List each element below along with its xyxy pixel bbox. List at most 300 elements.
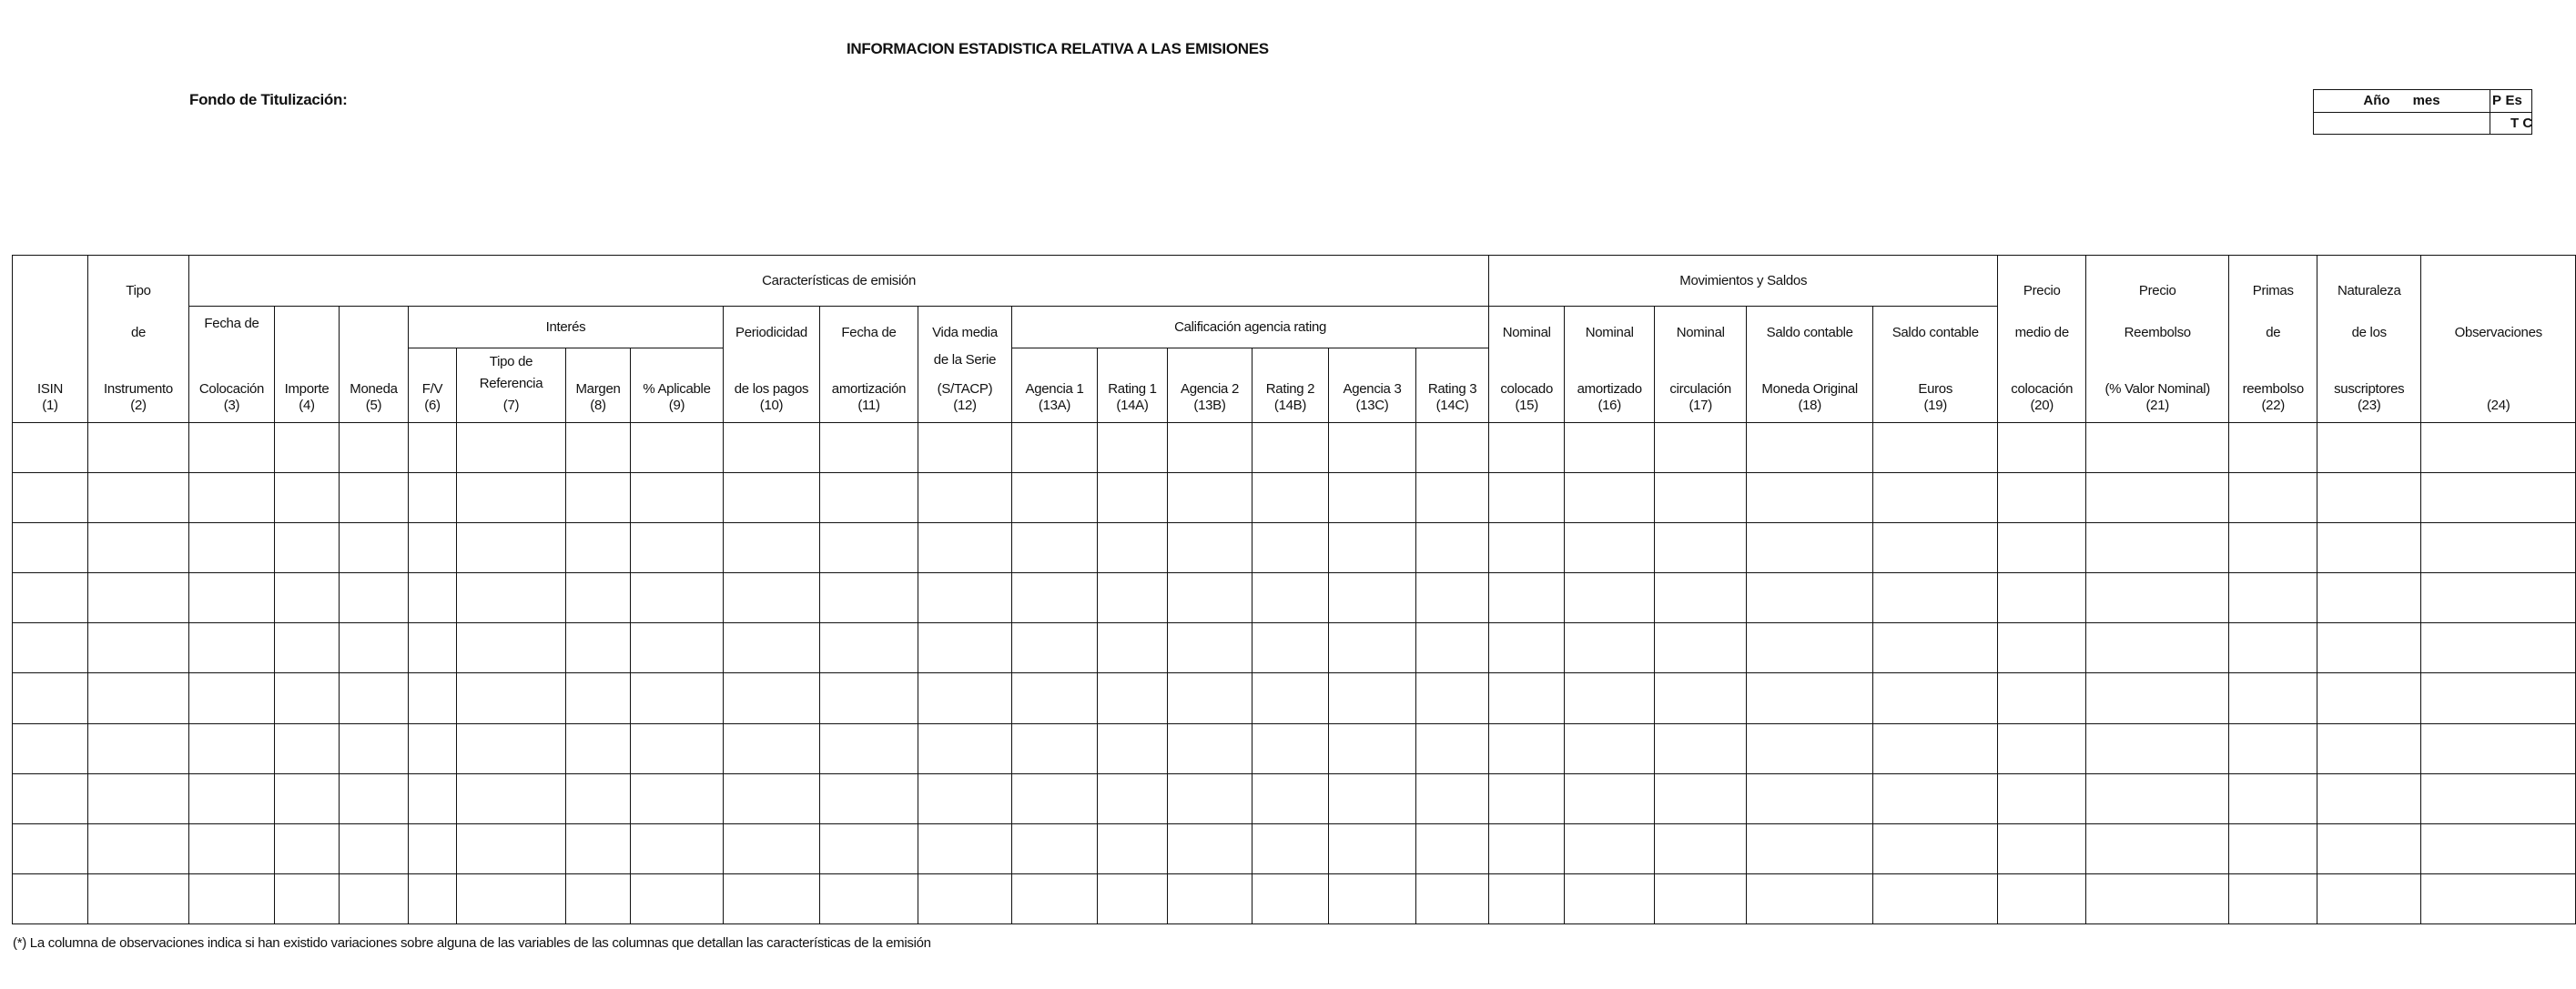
table-cell[interactable] bbox=[1012, 873, 1098, 923]
table-cell[interactable] bbox=[2421, 773, 2576, 823]
table-cell[interactable] bbox=[189, 873, 275, 923]
table-cell[interactable] bbox=[1012, 673, 1098, 723]
table-cell[interactable] bbox=[918, 773, 1012, 823]
table-cell[interactable] bbox=[457, 473, 566, 523]
table-cell[interactable] bbox=[1168, 573, 1253, 623]
table-cell[interactable] bbox=[275, 773, 340, 823]
table-cell[interactable] bbox=[2229, 673, 2317, 723]
table-cell[interactable] bbox=[1998, 423, 2086, 473]
table-cell[interactable] bbox=[820, 823, 918, 873]
table-cell[interactable] bbox=[340, 873, 409, 923]
table-cell[interactable] bbox=[340, 723, 409, 773]
table-cell[interactable] bbox=[189, 823, 275, 873]
table-cell[interactable] bbox=[1489, 773, 1565, 823]
table-cell[interactable] bbox=[566, 523, 631, 573]
table-cell[interactable] bbox=[2086, 823, 2229, 873]
table-cell[interactable] bbox=[918, 673, 1012, 723]
table-cell[interactable] bbox=[275, 473, 340, 523]
table-cell[interactable] bbox=[1873, 873, 1998, 923]
table-cell[interactable] bbox=[1012, 623, 1098, 673]
table-cell[interactable] bbox=[88, 773, 189, 823]
table-cell[interactable] bbox=[631, 723, 724, 773]
table-cell[interactable] bbox=[1168, 623, 1253, 673]
table-cell[interactable] bbox=[13, 623, 88, 673]
table-cell[interactable] bbox=[2086, 423, 2229, 473]
table-cell[interactable] bbox=[1565, 873, 1655, 923]
table-cell[interactable] bbox=[631, 873, 724, 923]
table-cell[interactable] bbox=[409, 873, 457, 923]
table-cell[interactable] bbox=[88, 873, 189, 923]
table-cell[interactable] bbox=[1012, 473, 1098, 523]
table-cell[interactable] bbox=[1873, 773, 1998, 823]
table-cell[interactable] bbox=[13, 723, 88, 773]
table-cell[interactable] bbox=[724, 473, 820, 523]
table-cell[interactable] bbox=[409, 523, 457, 573]
table-cell[interactable] bbox=[1565, 423, 1655, 473]
table-cell[interactable] bbox=[13, 873, 88, 923]
table-cell[interactable] bbox=[918, 873, 1012, 923]
table-cell[interactable] bbox=[2229, 773, 2317, 823]
table-cell[interactable] bbox=[2317, 723, 2421, 773]
table-cell[interactable] bbox=[1998, 623, 2086, 673]
table-cell[interactable] bbox=[1747, 673, 1873, 723]
table-cell[interactable] bbox=[189, 523, 275, 573]
column-header-23-line: Saldo contable bbox=[1891, 325, 1979, 340]
column-number-24: (20) bbox=[2030, 398, 2054, 413]
table-cell[interactable] bbox=[1747, 873, 1873, 923]
table-cell[interactable] bbox=[1098, 473, 1168, 523]
table-cell[interactable] bbox=[13, 823, 88, 873]
table-cell[interactable] bbox=[820, 873, 918, 923]
table-cell[interactable] bbox=[1489, 823, 1565, 873]
table-cell[interactable] bbox=[409, 423, 457, 473]
table-cell[interactable] bbox=[1012, 573, 1098, 623]
table-cell[interactable] bbox=[2229, 723, 2317, 773]
table-cell[interactable] bbox=[1747, 473, 1873, 523]
column-number-9: (9) bbox=[668, 398, 685, 413]
table-cell[interactable] bbox=[566, 423, 631, 473]
table-cell[interactable] bbox=[2317, 773, 2421, 823]
table-cell[interactable] bbox=[457, 673, 566, 723]
table-cell[interactable] bbox=[1168, 873, 1253, 923]
table-cell[interactable] bbox=[1489, 573, 1565, 623]
table-cell[interactable] bbox=[1998, 473, 2086, 523]
table-cell[interactable] bbox=[2421, 423, 2576, 473]
table-cell[interactable] bbox=[1098, 773, 1168, 823]
column-number-5: (5) bbox=[365, 398, 382, 413]
table-cell[interactable] bbox=[457, 723, 566, 773]
table-cell[interactable] bbox=[1098, 523, 1168, 573]
column-header-20-line: Nominal bbox=[1585, 325, 1634, 340]
table-cell[interactable] bbox=[1253, 423, 1329, 473]
table-cell[interactable] bbox=[566, 673, 631, 723]
table-cell[interactable] bbox=[189, 723, 275, 773]
table-cell[interactable] bbox=[2086, 773, 2229, 823]
table-cell[interactable] bbox=[1012, 773, 1098, 823]
table-cell[interactable] bbox=[1329, 473, 1416, 523]
table-cell[interactable] bbox=[820, 473, 918, 523]
table-cell[interactable] bbox=[918, 473, 1012, 523]
table-cell[interactable] bbox=[1489, 623, 1565, 673]
table-cell[interactable] bbox=[340, 623, 409, 673]
table-cell[interactable] bbox=[1253, 573, 1329, 623]
table-cell[interactable] bbox=[409, 473, 457, 523]
table-cell[interactable] bbox=[340, 473, 409, 523]
table-cell[interactable] bbox=[1489, 473, 1565, 523]
table-cell[interactable] bbox=[1098, 673, 1168, 723]
table-cell[interactable] bbox=[88, 573, 189, 623]
table-cell[interactable] bbox=[1098, 623, 1168, 673]
table-cell[interactable] bbox=[275, 723, 340, 773]
table-cell[interactable] bbox=[88, 823, 189, 873]
table-cell[interactable] bbox=[457, 873, 566, 923]
table-cell[interactable] bbox=[1998, 523, 2086, 573]
table-cell[interactable] bbox=[1416, 523, 1489, 573]
table-cell[interactable] bbox=[340, 823, 409, 873]
table-cell[interactable] bbox=[2229, 573, 2317, 623]
table-cell[interactable] bbox=[1873, 523, 1998, 573]
table-cell[interactable] bbox=[1873, 423, 1998, 473]
table-cell[interactable] bbox=[2229, 623, 2317, 673]
table-cell[interactable] bbox=[189, 573, 275, 623]
footnote: (*) La columna de observaciones indica si han existido variaciones sobre alguna de las variables de las columnas que detallan las características de la emisión bbox=[13, 935, 931, 951]
table-cell[interactable] bbox=[918, 723, 1012, 773]
table-cell[interactable] bbox=[13, 773, 88, 823]
table-cell[interactable] bbox=[1253, 723, 1329, 773]
table-cell[interactable] bbox=[189, 423, 275, 473]
table-cell[interactable] bbox=[1253, 523, 1329, 573]
table-cell[interactable] bbox=[1565, 573, 1655, 623]
table-cell[interactable] bbox=[1998, 723, 2086, 773]
table-cell[interactable] bbox=[340, 673, 409, 723]
table-cell[interactable] bbox=[1329, 823, 1416, 873]
table-cell[interactable] bbox=[1253, 823, 1329, 873]
table-cell[interactable] bbox=[724, 623, 820, 673]
table-cell[interactable] bbox=[1655, 573, 1747, 623]
table-cell[interactable] bbox=[724, 573, 820, 623]
table-cell[interactable] bbox=[1416, 623, 1489, 673]
table-cell[interactable] bbox=[409, 573, 457, 623]
table-cell[interactable] bbox=[275, 423, 340, 473]
table-cell[interactable] bbox=[1747, 623, 1873, 673]
table-cell[interactable] bbox=[1098, 423, 1168, 473]
table-cell[interactable] bbox=[340, 523, 409, 573]
table-cell[interactable] bbox=[1329, 723, 1416, 773]
column-header-25-line: (% Valor Nominal) bbox=[2104, 381, 2210, 397]
table-cell[interactable] bbox=[2317, 673, 2421, 723]
table-cell[interactable] bbox=[724, 523, 820, 573]
table-cell[interactable] bbox=[88, 723, 189, 773]
table-cell[interactable] bbox=[2317, 623, 2421, 673]
table-cell[interactable] bbox=[1253, 873, 1329, 923]
table-cell[interactable] bbox=[1098, 873, 1168, 923]
column-number-10: (10) bbox=[759, 398, 784, 413]
table-cell[interactable] bbox=[1168, 673, 1253, 723]
table-cell[interactable] bbox=[1098, 573, 1168, 623]
table-cell[interactable] bbox=[88, 623, 189, 673]
table-cell[interactable] bbox=[1873, 623, 1998, 673]
period-value-cell[interactable] bbox=[2314, 112, 2490, 135]
table-cell[interactable] bbox=[189, 673, 275, 723]
table-cell[interactable] bbox=[724, 823, 820, 873]
table-cell[interactable] bbox=[1873, 673, 1998, 723]
table-cell[interactable] bbox=[918, 523, 1012, 573]
table-cell[interactable] bbox=[409, 823, 457, 873]
table-cell[interactable] bbox=[1565, 673, 1655, 723]
table-cell[interactable] bbox=[631, 773, 724, 823]
table-cell[interactable] bbox=[820, 523, 918, 573]
column-number-27: (23) bbox=[2357, 398, 2381, 413]
table-cell[interactable] bbox=[1998, 573, 2086, 623]
column-header-20 bbox=[1565, 307, 1655, 423]
table-cell[interactable] bbox=[724, 773, 820, 823]
table-cell[interactable] bbox=[409, 673, 457, 723]
column-header-21 bbox=[1655, 307, 1747, 423]
table-cell[interactable] bbox=[2086, 623, 2229, 673]
table-cell[interactable] bbox=[1416, 773, 1489, 823]
table-cell[interactable] bbox=[1329, 873, 1416, 923]
table-cell[interactable] bbox=[2421, 523, 2576, 573]
table-cell[interactable] bbox=[409, 623, 457, 673]
table-cell[interactable] bbox=[1253, 673, 1329, 723]
table-cell[interactable] bbox=[13, 673, 88, 723]
table-cell[interactable] bbox=[1416, 823, 1489, 873]
table-cell[interactable] bbox=[631, 623, 724, 673]
table-cell[interactable] bbox=[2086, 873, 2229, 923]
table-cell[interactable] bbox=[88, 423, 189, 473]
table-cell[interactable] bbox=[1747, 523, 1873, 573]
table-cell[interactable] bbox=[1416, 873, 1489, 923]
table-cell[interactable] bbox=[1329, 423, 1416, 473]
table-cell[interactable] bbox=[724, 423, 820, 473]
table-cell[interactable] bbox=[1565, 723, 1655, 773]
table-cell[interactable] bbox=[1565, 823, 1655, 873]
table-cell[interactable] bbox=[2086, 673, 2229, 723]
table-cell[interactable] bbox=[1098, 723, 1168, 773]
table-cell[interactable] bbox=[1329, 573, 1416, 623]
column-header-16 bbox=[1253, 348, 1329, 423]
table-cell[interactable] bbox=[1416, 723, 1489, 773]
table-cell[interactable] bbox=[340, 773, 409, 823]
table-cell[interactable] bbox=[13, 423, 88, 473]
table-cell[interactable] bbox=[2421, 473, 2576, 523]
table-cell[interactable] bbox=[918, 823, 1012, 873]
table-cell[interactable] bbox=[409, 723, 457, 773]
table-cell[interactable] bbox=[1655, 673, 1747, 723]
column-header-17 bbox=[1329, 348, 1416, 423]
table-cell[interactable] bbox=[409, 773, 457, 823]
table-cell[interactable] bbox=[1655, 423, 1747, 473]
table-cell[interactable] bbox=[189, 773, 275, 823]
table-cell[interactable] bbox=[566, 723, 631, 773]
table-cell[interactable] bbox=[631, 823, 724, 873]
table-cell[interactable] bbox=[631, 673, 724, 723]
table-cell[interactable] bbox=[1168, 523, 1253, 573]
table-cell[interactable] bbox=[189, 473, 275, 523]
table-cell[interactable] bbox=[1998, 773, 2086, 823]
table-cell[interactable] bbox=[820, 773, 918, 823]
table-cell[interactable] bbox=[2317, 873, 2421, 923]
table-cell[interactable] bbox=[1168, 473, 1253, 523]
table-cell[interactable] bbox=[13, 523, 88, 573]
table-cell[interactable] bbox=[1416, 673, 1489, 723]
table-cell[interactable] bbox=[457, 623, 566, 673]
table-cell[interactable] bbox=[1655, 823, 1747, 873]
table-cell[interactable] bbox=[13, 573, 88, 623]
table-cell[interactable] bbox=[566, 773, 631, 823]
document-title: INFORMACION ESTADISTICA RELATIVA A LAS EMISIONES bbox=[847, 40, 1269, 57]
table-cell[interactable] bbox=[2229, 823, 2317, 873]
table-cell[interactable] bbox=[2086, 523, 2229, 573]
table-cell[interactable] bbox=[340, 573, 409, 623]
table-cell[interactable] bbox=[1655, 623, 1747, 673]
table-cell[interactable] bbox=[918, 623, 1012, 673]
table-cell[interactable] bbox=[340, 423, 409, 473]
table-cell[interactable] bbox=[1489, 673, 1565, 723]
table-cell[interactable] bbox=[2086, 723, 2229, 773]
table-cell[interactable] bbox=[820, 723, 918, 773]
table-cell[interactable] bbox=[1747, 573, 1873, 623]
table-cell[interactable] bbox=[1655, 773, 1747, 823]
table-cell[interactable] bbox=[1873, 723, 1998, 773]
table-cell[interactable] bbox=[1168, 423, 1253, 473]
table-cell[interactable] bbox=[566, 623, 631, 673]
table-cell[interactable] bbox=[13, 473, 88, 523]
column-header-25-line: Reembolso bbox=[2124, 325, 2191, 340]
table-cell[interactable] bbox=[2229, 423, 2317, 473]
table-cell[interactable] bbox=[1012, 523, 1098, 573]
table-cell[interactable] bbox=[631, 473, 724, 523]
table-cell[interactable] bbox=[1565, 623, 1655, 673]
table-cell[interactable] bbox=[1489, 723, 1565, 773]
table-cell[interactable] bbox=[1565, 523, 1655, 573]
table-cell[interactable] bbox=[1655, 723, 1747, 773]
table-cell[interactable] bbox=[566, 573, 631, 623]
table-cell[interactable] bbox=[88, 523, 189, 573]
table-cell[interactable] bbox=[2086, 473, 2229, 523]
table-cell[interactable] bbox=[820, 573, 918, 623]
column-header-28-line: Observaciones bbox=[2454, 325, 2542, 340]
table-cell[interactable] bbox=[1873, 473, 1998, 523]
table-cell[interactable] bbox=[918, 423, 1012, 473]
table-cell[interactable] bbox=[2421, 623, 2576, 673]
table-cell[interactable] bbox=[2317, 573, 2421, 623]
table-cell[interactable] bbox=[724, 873, 820, 923]
table-cell[interactable] bbox=[457, 423, 566, 473]
table-cell[interactable] bbox=[1873, 573, 1998, 623]
table-cell[interactable] bbox=[2421, 723, 2576, 773]
table-cell[interactable] bbox=[1747, 773, 1873, 823]
table-cell[interactable] bbox=[566, 823, 631, 873]
table-cell[interactable] bbox=[724, 673, 820, 723]
table-cell[interactable] bbox=[275, 823, 340, 873]
table-cell[interactable] bbox=[566, 473, 631, 523]
table-cell[interactable] bbox=[1565, 473, 1655, 523]
table-cell[interactable] bbox=[1012, 823, 1098, 873]
table-cell[interactable] bbox=[631, 573, 724, 623]
table-cell[interactable] bbox=[275, 623, 340, 673]
table-cell[interactable] bbox=[1253, 473, 1329, 523]
table-cell[interactable] bbox=[2421, 873, 2576, 923]
table-cell[interactable] bbox=[88, 673, 189, 723]
table-cell[interactable] bbox=[1168, 773, 1253, 823]
table-cell[interactable] bbox=[1416, 473, 1489, 523]
table-cell[interactable] bbox=[820, 423, 918, 473]
column-header-18 bbox=[1416, 348, 1489, 423]
table-cell[interactable] bbox=[1329, 623, 1416, 673]
table-cell[interactable] bbox=[631, 523, 724, 573]
table-cell[interactable] bbox=[1489, 523, 1565, 573]
table-cell[interactable] bbox=[1168, 723, 1253, 773]
table-cell[interactable] bbox=[1253, 773, 1329, 823]
table-cell[interactable] bbox=[2421, 673, 2576, 723]
table-cell[interactable] bbox=[1565, 773, 1655, 823]
table-cell[interactable] bbox=[820, 623, 918, 673]
table-cell[interactable] bbox=[1416, 573, 1489, 623]
table-cell[interactable] bbox=[566, 873, 631, 923]
table-cell[interactable] bbox=[1329, 523, 1416, 573]
table-cell[interactable] bbox=[1747, 423, 1873, 473]
table-cell[interactable] bbox=[1489, 873, 1565, 923]
table-cell[interactable] bbox=[275, 523, 340, 573]
table-cell[interactable] bbox=[918, 573, 1012, 623]
table-cell[interactable] bbox=[1998, 873, 2086, 923]
table-cell[interactable] bbox=[457, 773, 566, 823]
column-number-26: (22) bbox=[2261, 398, 2285, 413]
table-cell[interactable] bbox=[724, 723, 820, 773]
table-cell[interactable] bbox=[2229, 873, 2317, 923]
table-cell[interactable] bbox=[820, 673, 918, 723]
table-cell[interactable] bbox=[631, 423, 724, 473]
table-cell[interactable] bbox=[1655, 473, 1747, 523]
table-cell[interactable] bbox=[1253, 623, 1329, 673]
table-cell[interactable] bbox=[275, 673, 340, 723]
table-cell[interactable] bbox=[2317, 823, 2421, 873]
table-cell[interactable] bbox=[457, 823, 566, 873]
table-cell[interactable] bbox=[2317, 473, 2421, 523]
table-cell[interactable] bbox=[2421, 823, 2576, 873]
table-cell[interactable] bbox=[1329, 673, 1416, 723]
column-header-6 bbox=[409, 348, 457, 423]
table-cell[interactable] bbox=[2229, 473, 2317, 523]
table-cell[interactable] bbox=[1489, 423, 1565, 473]
table-cell[interactable] bbox=[2317, 523, 2421, 573]
table-cell[interactable] bbox=[1747, 723, 1873, 773]
table-cell[interactable] bbox=[2317, 423, 2421, 473]
table-cell[interactable] bbox=[275, 573, 340, 623]
table-cell[interactable] bbox=[1098, 823, 1168, 873]
table-cell[interactable] bbox=[1168, 823, 1253, 873]
table-cell[interactable] bbox=[2229, 523, 2317, 573]
table-cell[interactable] bbox=[1655, 523, 1747, 573]
table-cell[interactable] bbox=[457, 573, 566, 623]
table-cell[interactable] bbox=[2421, 573, 2576, 623]
table-cell[interactable] bbox=[1998, 673, 2086, 723]
table-cell[interactable] bbox=[1747, 823, 1873, 873]
table-cell[interactable] bbox=[1998, 823, 2086, 873]
table-cell[interactable] bbox=[457, 523, 566, 573]
table-cell[interactable] bbox=[1012, 723, 1098, 773]
table-cell[interactable] bbox=[189, 623, 275, 673]
table-cell[interactable] bbox=[88, 473, 189, 523]
table-cell[interactable] bbox=[2086, 573, 2229, 623]
table-cell[interactable] bbox=[1012, 423, 1098, 473]
table-cell[interactable] bbox=[1873, 823, 1998, 873]
table-cell[interactable] bbox=[1655, 873, 1747, 923]
table-cell[interactable] bbox=[1416, 423, 1489, 473]
table-cell[interactable] bbox=[275, 873, 340, 923]
table-cell[interactable] bbox=[1329, 773, 1416, 823]
